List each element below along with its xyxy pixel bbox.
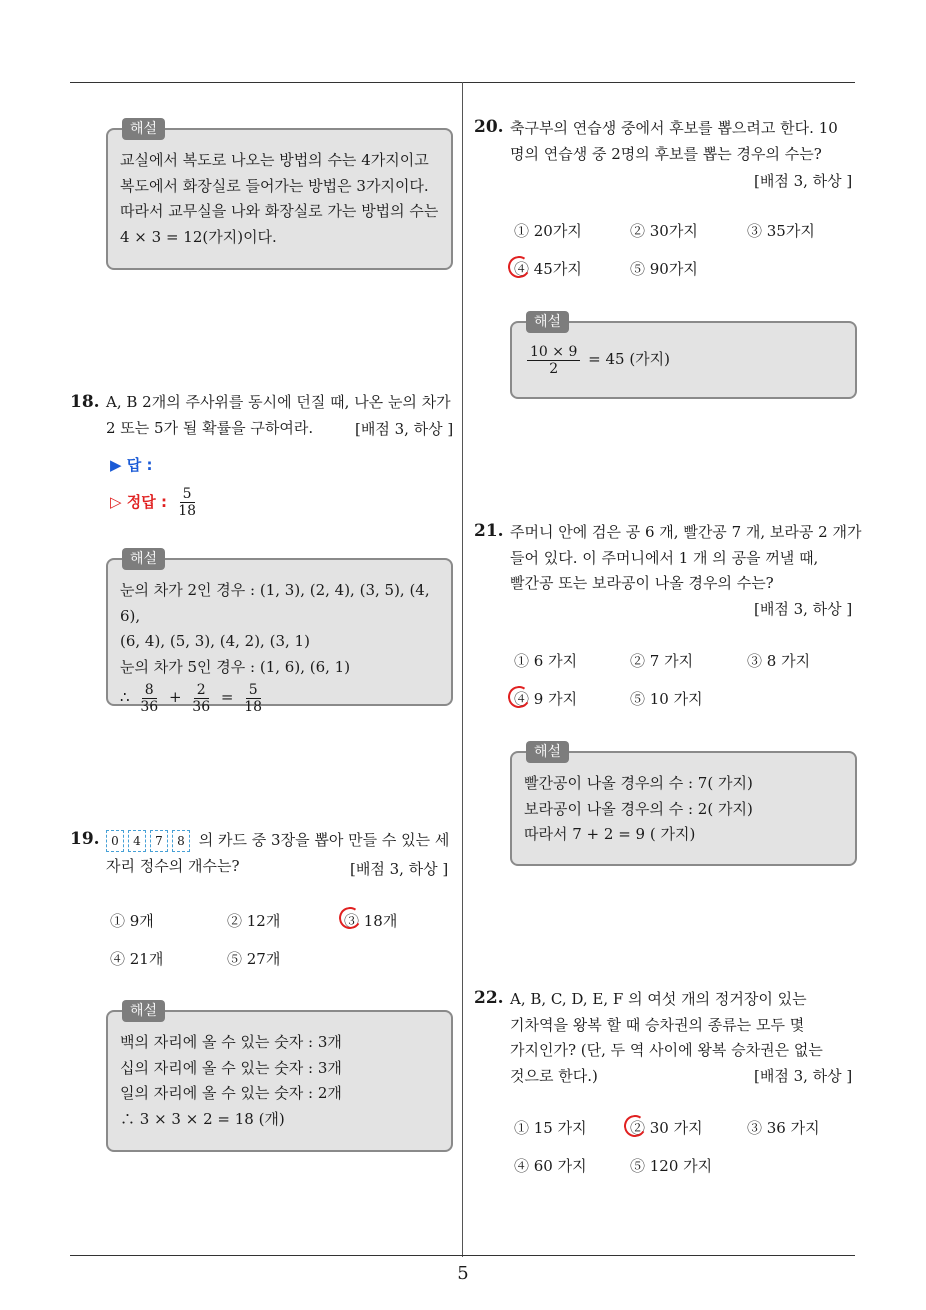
fraction [241, 682, 265, 715]
explanation-line: 눈의 차가 2인 경우 : (1, 3), (2, 4), (3, 5), (4, 6), [120, 581, 430, 625]
choice-5[interactable]: ⑤ 90가지 [630, 260, 698, 278]
choice-3[interactable]: ③ 8 가지 [747, 652, 811, 670]
choice-1[interactable]: ① 15 가지 [514, 1119, 587, 1137]
choice-2[interactable]: ② 30 가지 [630, 1119, 703, 1137]
question-line: 기차역을 왕복 할 때 승차권의 종류는 모두 몇 [510, 1015, 805, 1034]
question-number: 20. [474, 117, 504, 137]
explanation-line: 십의 자리에 올 수 있는 숫자 : 3개 [120, 1058, 342, 1077]
choice-3[interactable]: ③ 18개 [344, 912, 398, 930]
choice-1[interactable]: ① 6 가지 [514, 652, 578, 670]
choice-5[interactable]: ⑤ 27개 [227, 950, 281, 968]
fraction [527, 344, 580, 377]
fraction-numerator: 8 [142, 682, 157, 699]
question-meta: [배점 3, 하상 ] [754, 1067, 853, 1085]
explanation-line: 일의 자리에 올 수 있는 숫자 : 2개 [120, 1084, 342, 1102]
question-meta: [배점 3, 하상 ] [355, 420, 454, 438]
choice-1[interactable]: ① 20가지 [514, 222, 582, 240]
choice-3[interactable]: ③ 35가지 [747, 222, 815, 240]
choice-2[interactable]: ② 30가지 [630, 222, 698, 240]
choice-5[interactable]: ⑤ 10 가지 [630, 690, 703, 708]
choice-4[interactable]: ④ 45가지 [514, 260, 582, 278]
fraction-denominator: 18 [178, 503, 197, 519]
question-line: A, B 2개의 주사위를 동시에 던질 때, 나온 눈의 차가 [106, 393, 451, 411]
explanation-tag: 해설 [122, 118, 165, 140]
question-line: 빨간공 또는 보라공이 나올 경우의 수는? [510, 574, 774, 592]
fraction [137, 682, 161, 715]
fraction-numerator: 5 [246, 682, 261, 699]
question-meta: [배점 3, 하상 ] [754, 600, 853, 618]
question-line: A, B, C, D, E, F 의 여섯 개의 정거장이 있는 [510, 990, 807, 1008]
explanation-box-q21 [510, 744, 857, 866]
explanation-line: 따라서 7 + 2 = 9 ( 가지) [524, 825, 696, 843]
equals-sign: = [220, 688, 234, 706]
question-line: 들어 있다. 이 주머니에서 1 개 의 공을 꺼낼 때, [510, 548, 819, 567]
explanation-formula [120, 680, 439, 715]
fraction-numerator: 10 × 9 [527, 344, 580, 361]
explanation-line: 교실에서 복도로 나오는 방법의 수는 4가지이고 [120, 151, 429, 169]
question-line: 가지인가? (단, 두 역 사이에 왕복 승차권은 없는 [510, 1041, 823, 1059]
explanation-box-q20 [510, 314, 857, 399]
question-meta: [배점 3, 하상 ] [350, 860, 449, 878]
question-meta: [배점 3, 하상 ] [754, 172, 853, 190]
question-text [510, 116, 860, 167]
question-number: 22. [474, 988, 504, 1008]
bottom-rule [70, 1255, 855, 1256]
question-number: 19. [70, 829, 100, 849]
explanation-tag: 해설 [526, 311, 569, 333]
question-line: 주머니 안에 검은 공 6 개, 빨간공 7 개, 보라공 2 개가 [510, 523, 862, 541]
fraction-numerator: 5 [180, 486, 195, 503]
explanation-box-q19 [106, 1003, 453, 1152]
question-text [510, 520, 865, 597]
explanation-formula [524, 341, 843, 377]
choice-2[interactable]: ② 7 가지 [630, 652, 694, 670]
question-number: 21. [474, 521, 504, 541]
correct-answer-label [110, 486, 202, 519]
fraction [189, 682, 213, 715]
choice-3[interactable]: ③ 36 가지 [747, 1119, 820, 1137]
explanation-line: 따라서 교무실을 나와 화장실로 가는 방법의 수는 [120, 202, 439, 220]
question-number: 18. [70, 392, 100, 412]
number-card: 4 [128, 830, 146, 852]
fraction-denominator: 36 [140, 698, 159, 715]
correct-fraction [175, 486, 199, 519]
explanation-tag: 해설 [122, 548, 165, 570]
fraction-denominator: 2 [549, 360, 559, 377]
plus-sign: + [168, 688, 182, 706]
formula-result: = 45 (가지) [588, 350, 671, 368]
page-number: 5 [457, 1263, 469, 1284]
answer-input-label: ▶ 답 : [110, 456, 153, 474]
number-card: 8 [172, 830, 190, 852]
choice-5[interactable]: ⑤ 120 가지 [630, 1157, 713, 1175]
explanation-line: 보라공이 나올 경우의 수 : 2( 가지) [524, 799, 753, 818]
question-line: 2 또는 5가 될 확률을 구하여라. [106, 418, 314, 437]
question-line: 명의 연습생 중 2명의 후보를 뽑는 경우의 수는? [510, 144, 822, 163]
column-divider [462, 82, 463, 1257]
explanation-line: 백의 자리에 올 수 있는 숫자 : 3개 [120, 1033, 342, 1051]
fraction-denominator: 36 [192, 698, 211, 715]
explanation-box-q18 [106, 551, 453, 715]
choice-1[interactable]: ① 9개 [110, 912, 154, 930]
therefore-symbol: ∴ [120, 688, 130, 706]
question-line: 축구부의 연습생 중에서 후보를 뽑으려고 한다. 10 [510, 119, 838, 137]
explanation-line: 눈의 차가 5인 경우 : (1, 6), (6, 1) [120, 657, 351, 676]
question-line-rest: 의 카드 중 3장을 뽑아 만들 수 있는 세 [198, 831, 450, 849]
choice-4[interactable]: ④ 21개 [110, 950, 164, 968]
explanation-line: 4 × 3 = 12(가지)이다. [120, 227, 277, 246]
choice-2[interactable]: ② 12개 [227, 912, 281, 930]
number-card: 7 [150, 830, 168, 852]
question-line: 것으로 한다.) [510, 1066, 598, 1085]
question-line [106, 828, 461, 854]
question-line: 자리 정수의 개수는? [106, 856, 240, 875]
explanation-tag: 해설 [122, 1000, 165, 1022]
explanation-line: 빨간공이 나올 경우의 수 : 7( 가지) [524, 774, 753, 792]
fraction-denominator: 18 [244, 698, 263, 715]
explanation-box-q17 [106, 121, 453, 270]
choice-4[interactable]: ④ 9 가지 [514, 690, 578, 708]
explanation-line: ∴ 3 × 3 × 2 = 18 (개) [120, 1109, 285, 1128]
number-card: 0 [106, 830, 124, 852]
fraction-numerator: 2 [194, 682, 209, 699]
explanation-line: 복도에서 화장실로 들어가는 방법은 3가지이다. [120, 176, 429, 195]
explanation-line: (6, 4), (5, 3), (4, 2), (3, 1) [120, 632, 310, 650]
choice-4[interactable]: ④ 60 가지 [514, 1157, 587, 1175]
explanation-tag: 해설 [526, 741, 569, 763]
correct-label: ▷ 정답 : [110, 493, 167, 511]
